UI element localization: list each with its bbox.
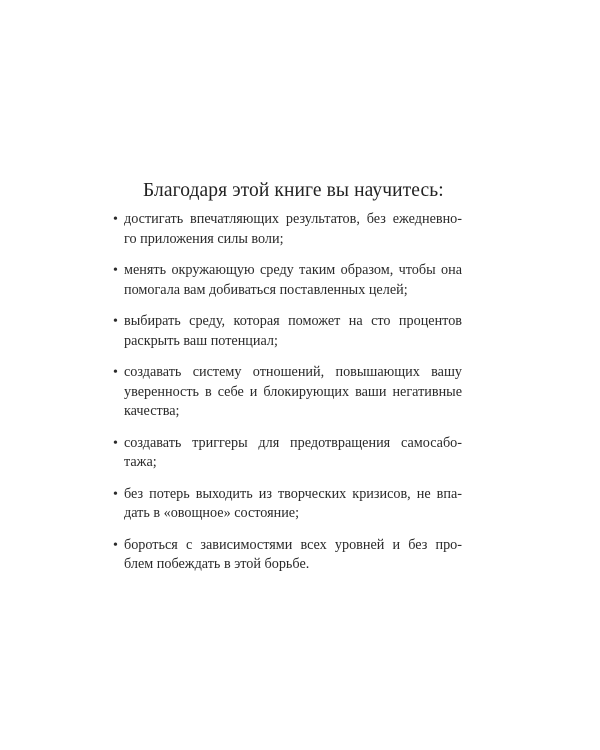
bullet-icon: • xyxy=(113,537,118,553)
item-line: создавать триггеры для предотвращения самосабо- xyxy=(124,434,462,451)
item-line: бороться с зависимостями всех уровней и без про- xyxy=(124,536,462,553)
bullet-icon: • xyxy=(113,212,118,227)
item-line: блем побеждать в этой борьбе. xyxy=(124,556,310,572)
bullet-icon: • xyxy=(113,486,118,502)
item-line: качества; xyxy=(124,403,180,419)
list-item xyxy=(113,312,462,351)
section-title: Благодаря этой книге вы научитесь: xyxy=(143,180,444,201)
item-line: уверенность в себе и блокирующих ваши негативные xyxy=(124,383,462,400)
item-line: без потерь выходить из творческих кризисов, не впа- xyxy=(124,485,462,502)
item-line: дать в «овощное» состояние; xyxy=(124,505,300,521)
item-line: раскрыть ваш потенциал; xyxy=(124,332,278,349)
bullet-icon: • xyxy=(113,435,118,451)
list-item xyxy=(113,261,462,300)
item-line: менять окружающую среду таким образом, чтобы она xyxy=(124,262,462,278)
bullet-icon: • xyxy=(113,314,118,329)
list-item xyxy=(113,210,462,249)
bullet-icon: • xyxy=(113,263,118,278)
item-line: помогала вам добиваться поставленных целей; xyxy=(124,281,408,298)
item-line: тажа; xyxy=(124,454,157,470)
item-line: го приложения силы воли; xyxy=(124,230,284,247)
list-item xyxy=(113,363,462,422)
item-line: выбирать среду, которая поможет на сто процентов xyxy=(124,313,462,329)
item-line: достигать впечатляющих результатов, без ежедневно- xyxy=(124,211,462,227)
benefits-list xyxy=(113,210,462,587)
list-item xyxy=(113,536,462,575)
bullet-icon: • xyxy=(113,365,118,380)
item-line: создавать систему отношений, повышающих вашу xyxy=(124,364,462,380)
list-item xyxy=(113,434,462,473)
list-item xyxy=(113,485,462,524)
